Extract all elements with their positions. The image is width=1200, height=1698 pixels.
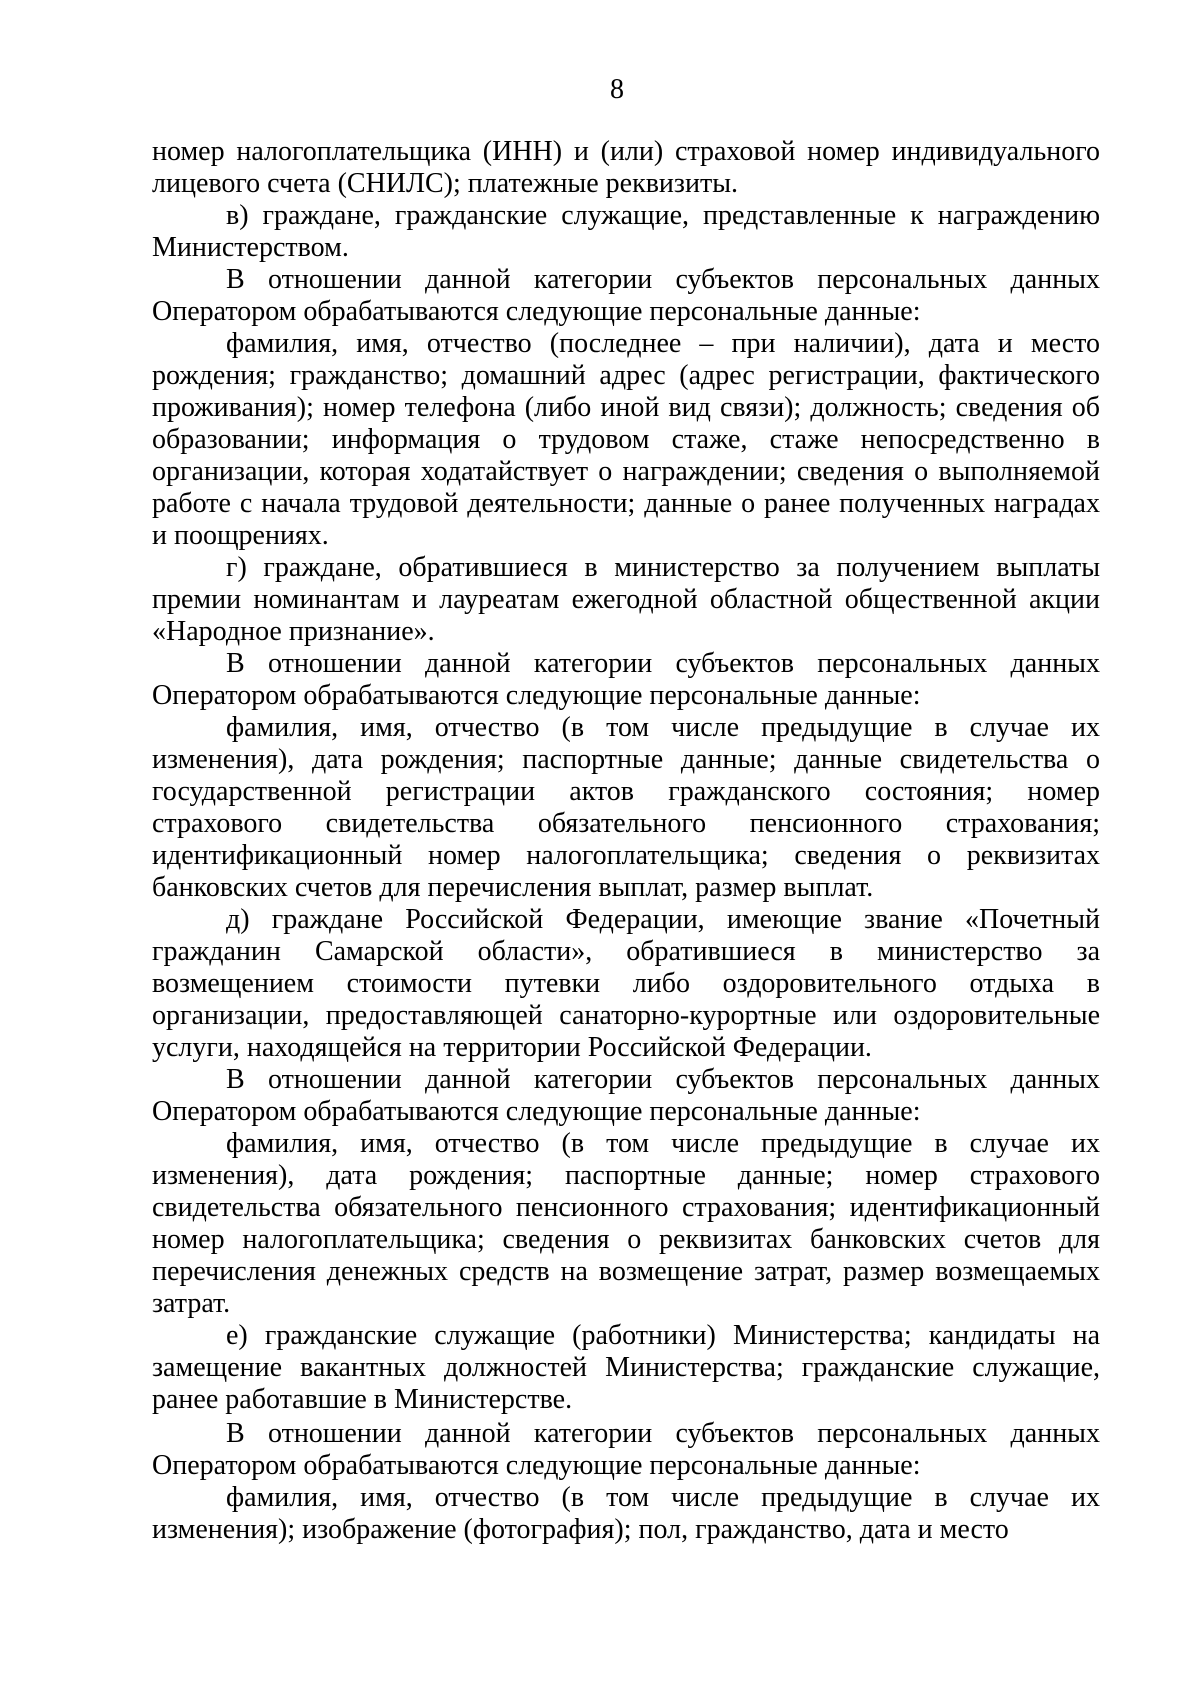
- paragraph-item-e: е) гражданские служащие (работники) Министерства; кандидаты на замещение вакантных должностей Министерства; гражданские служащие, ранее работавшие в Министерстве.: [152, 1320, 1100, 1415]
- paragraph-item-v: в) граждане, гражданские служащие, представленные к награждению Министерством.: [152, 200, 1100, 263]
- paragraph-item-g: г) граждане, обратившиеся в министерство за получением выплаты премии номинантам и лауреатам ежегодной областной общественной акции «Народное признание».: [152, 552, 1100, 647]
- page-number: 8: [610, 74, 624, 105]
- paragraph-item-d: д) граждане Российской Федерации, имеющие звание «Почетный гражданин Самарской области», обратившиеся в министерство за возмещением стоимости путевки либо оздоровительного отдыха в организации, предоставляющей санаторно-курортные или оздоровительные услуги, находящейся на территории Российской Федерации.: [152, 904, 1100, 1063]
- paragraph-data-list: фамилия, имя, отчество (последнее – при наличии), дата и место рождения; гражданство; домашний адрес (адрес регистрации, фактического проживания); номер телефона (либо иной вид связи); должность; сведения об образовании; информация о трудовом стаже, стаже непосредственно в организации, которая ходатайствует о награждении; сведения о выполняемой работе с начала трудовой деятельности; данные о ранее полученных наградах и поощрениях.: [152, 328, 1100, 551]
- paragraph-category-intro: В отношении данной категории субъектов персональных данных Оператором обрабатываются следующие персональные данные:: [152, 1064, 1100, 1127]
- paragraph-category-intro: В отношении данной категории субъектов персональных данных Оператором обрабатываются следующие персональные данные:: [152, 1418, 1100, 1481]
- paragraph-category-intro: В отношении данной категории субъектов персональных данных Оператором обрабатываются следующие персональные данные:: [152, 264, 1100, 327]
- paragraph-data-list: фамилия, имя, отчество (в том числе предыдущие в случае их изменения); изображение (фотография); пол, гражданство, дата и место: [152, 1482, 1100, 1545]
- document-body: [152, 136, 1100, 1546]
- paragraph-data-list: фамилия, имя, отчество (в том числе предыдущие в случае их изменения), дата рождения; паспортные данные; номер страхового свидетельства обязательного пенсионного страхования; идентификационный номер налогоплательщика; сведения о реквизитах банковских счетов для перечисления денежных средств на возмещение затрат, размер возмещаемых затрат.: [152, 1128, 1100, 1319]
- paragraph-data-list: фамилия, имя, отчество (в том числе предыдущие в случае их изменения), дата рождения; паспортные данные; данные свидетельства о государственной регистрации актов гражданского состояния; номер страхового свидетельства обязательного пенсионного страхования; идентификационный номер налогоплательщика; сведения о реквизитах банковских счетов для перечисления выплат, размер выплат.: [152, 712, 1100, 903]
- paragraph-continuation: номер налогоплательщика (ИНН) и (или) страховой номер индивидуального лицевого счета (СНИЛС); платежные реквизиты.: [152, 136, 1100, 199]
- paragraph-category-intro: В отношении данной категории субъектов персональных данных Оператором обрабатываются следующие персональные данные:: [152, 648, 1100, 711]
